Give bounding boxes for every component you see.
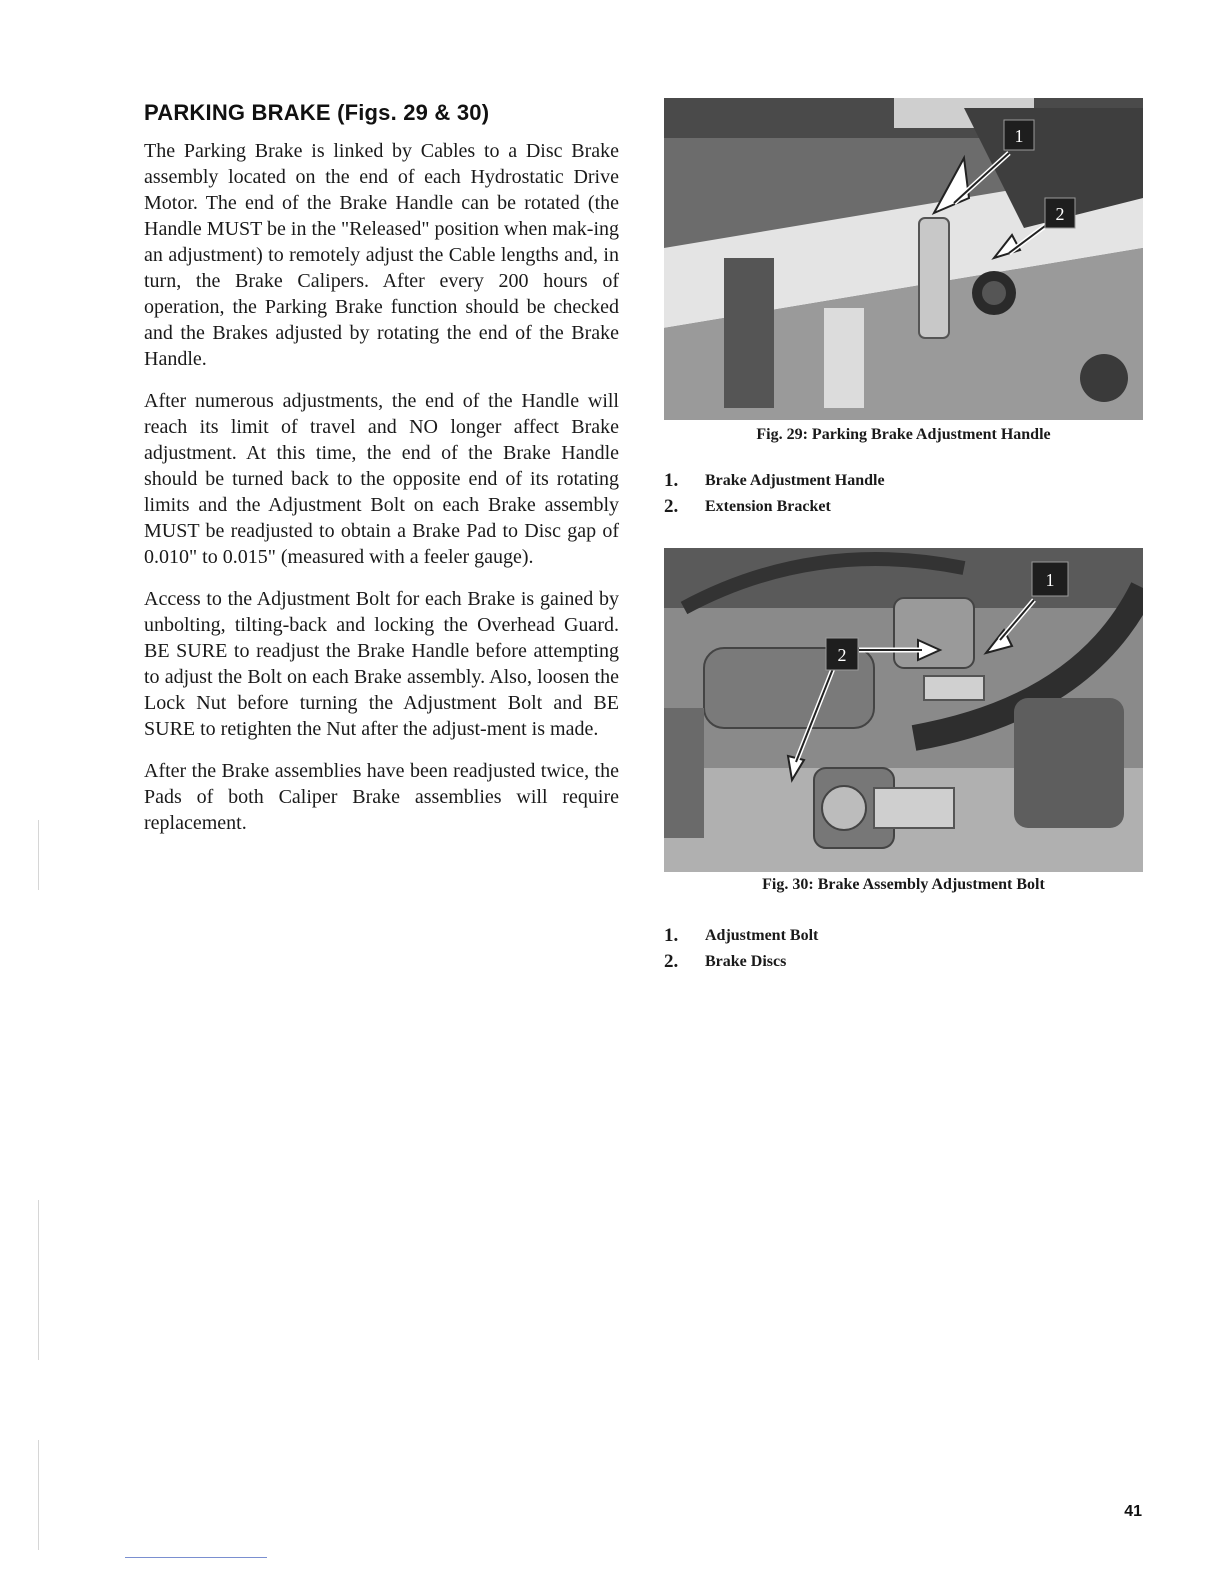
text-column — [144, 100, 619, 852]
section-heading: PARKING BRAKE (Figs. 29 & 30) — [144, 100, 490, 125]
figure-30-illustration — [664, 548, 1143, 872]
figure-30-legend — [664, 923, 1104, 975]
scan-margin-mark — [38, 1200, 39, 1360]
figure-29-legend — [664, 468, 1104, 520]
figure-29-illustration — [664, 98, 1143, 420]
legend-number: 1. — [664, 925, 679, 946]
paragraph-2: After numerous adjustments, the end of the Handle will reach its limit of travel and NO longer affect Brake adjustment. At this time, the end of the Brake Handle should be turned back to the opposite end of its rotating limits and the Adjustment Bolt on each Brake assembly MUST be readjusted to obtain a Brake Pad to Disc gap of 0.010" to 0.015" (measured with a feeler gauge). — [144, 390, 619, 568]
fig30-callout-2: 2 — [837, 645, 847, 665]
legend-number: 2. — [664, 496, 679, 517]
legend-item — [664, 494, 1104, 520]
legend-number: 1. — [664, 470, 679, 491]
legend-item — [664, 923, 1104, 949]
figure-30-photo — [664, 548, 1143, 872]
fig29-callout-2: 2 — [1055, 204, 1065, 224]
legend-label: Brake Discs — [705, 953, 787, 970]
fig29-callout-1: 1 — [1014, 126, 1024, 146]
paragraph-3: Access to the Adjustment Bolt for each Brake is gained by unbolting, tilting-back and locking the Overhead Guard. BE SURE to readjust the Brake Handle before attempting to adjust the Bolt on each Brake assembly. Also, loosen the Lock Nut before turning the Adjustment Bolt and BE SURE to retighten the Nut after the adjust-ment is made. — [144, 588, 619, 740]
scan-margin-mark — [38, 820, 39, 890]
footer-rule — [125, 1557, 267, 1558]
paragraph-4: After the Brake assemblies have been readjusted twice, the Pads of both Caliper Brake assemblies will require replacement. — [144, 760, 619, 834]
paragraph-1: The Parking Brake is linked by Cables to a Disc Brake assembly located on the end of each Hydrostatic Drive Motor. The end of the Brake Handle can be rotated (the Handle MUST be in the "Released" position when mak-ing an adjustment) to remotely adjust the Cable lengths and, in turn, the Brake Calipers. After every 200 hours of operation, the Parking Brake function should be checked and the Brakes adjusted by rotating the end of the Brake Handle. — [144, 140, 619, 370]
legend-label: Extension Bracket — [705, 498, 831, 515]
figure-29-photo — [664, 98, 1143, 420]
figure-30-caption: Fig. 30: Brake Assembly Adjustment Bolt — [762, 876, 1045, 893]
legend-item — [664, 949, 1104, 975]
legend-number: 2. — [664, 951, 679, 972]
figure-29-caption: Fig. 29: Parking Brake Adjustment Handle — [756, 426, 1051, 443]
legend-item — [664, 468, 1104, 494]
legend-label: Adjustment Bolt — [705, 927, 819, 944]
page-number: 41 — [1124, 1503, 1142, 1520]
fig30-callout-1: 1 — [1045, 570, 1055, 590]
scan-margin-mark — [38, 1440, 39, 1550]
legend-label: Brake Adjustment Handle — [705, 472, 885, 489]
